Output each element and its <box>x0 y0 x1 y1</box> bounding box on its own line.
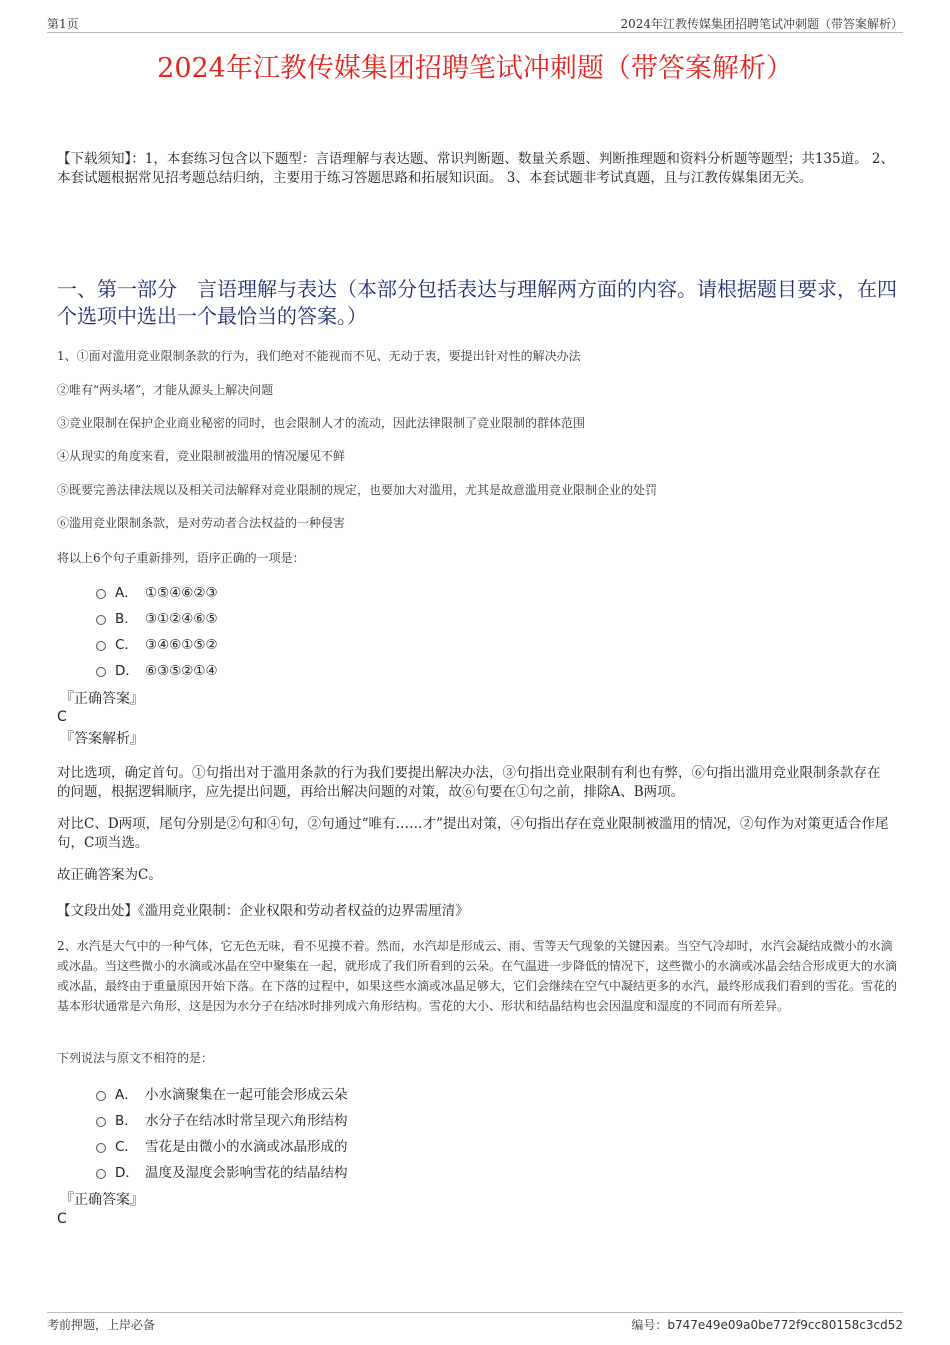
radio-icon[interactable] <box>96 1169 106 1179</box>
q1-prompt: 将以上6个句子重新排列，语序正确的一项是： <box>57 551 305 565</box>
option-text: 小水滴聚集在一起可能会形成云朵 <box>145 1087 348 1103</box>
section-heading: 一、第一部分 言语理解与表达（本部分包括表达与理解两方面的内容。请根据题目要求，在四个选项中选出一个最恰当的答案。） <box>57 277 897 328</box>
q2-option-c[interactable] <box>96 1138 348 1156</box>
option-letter: B． <box>115 611 138 627</box>
q1-option-d[interactable] <box>96 662 218 680</box>
radio-icon[interactable] <box>96 615 106 625</box>
q1-line-5: ⑤既要完善法律法规以及相关司法解释对竞业限制的规定，也要加大对滥用，尤其是故意滥用竞业限制企业的处罚 <box>57 483 658 497</box>
q2-option-a[interactable] <box>96 1086 348 1104</box>
q2-option-b[interactable] <box>96 1112 348 1130</box>
radio-icon[interactable] <box>96 641 106 651</box>
document-title: 2024年江教传媒集团招聘笔试冲刺题（带答案解析） <box>157 53 793 84</box>
radio-icon[interactable] <box>96 1117 106 1127</box>
q1-answer-label: 『正确答案』 <box>60 691 144 707</box>
q1-option-c[interactable] <box>96 636 218 654</box>
option-letter: D． <box>115 663 139 679</box>
page-header <box>47 14 903 33</box>
radio-icon[interactable] <box>96 1091 106 1101</box>
page-number: 第1页 <box>47 17 79 31</box>
q2-prompt: 下列说法与原文不相符的是： <box>57 1051 214 1065</box>
radio-icon[interactable] <box>96 1143 106 1153</box>
option-letter: B． <box>115 1113 138 1129</box>
header-doc-title: 2024年江教传媒集团招聘笔试冲刺题（带答案解析） <box>620 17 903 31</box>
q1-analysis-1: 对比选项，确定首句。①句指出对于滥用条款的行为我们要提出解决办法，③句指出竞业限制有利也有弊，⑥句指出滥用竞业限制条款存在的问题，根据逻辑顺序，应先提出问题，再给出解决问题的对策，故⑥句要在①句之前，排除A、B两项。 <box>57 765 881 800</box>
q2-answer-label: 『正确答案』 <box>60 1192 144 1208</box>
option-letter: C． <box>115 1139 138 1155</box>
q1-line-3: ③竞业限制在保护企业商业秘密的同时，也会限制人才的流动，因此法律限制了竞业限制的群体范围 <box>57 416 586 430</box>
option-letter: D． <box>115 1165 139 1181</box>
q2-option-d[interactable] <box>96 1164 348 1182</box>
page-footer <box>47 1312 903 1333</box>
q1-analysis-3: 故正确答案为C。 <box>57 867 162 883</box>
q2-answer: C <box>57 1211 67 1227</box>
footer-slogan: 考前押题，上岸必备 <box>47 1318 156 1332</box>
footer-doc-id: 编号：b747e49e09a0be772f9cc80158c3cd52 <box>631 1318 903 1332</box>
option-text: 水分子在结冰时常呈现六角形结构 <box>145 1113 348 1129</box>
download-notice: 【下载须知】：1，本套练习包含以下题型：言语理解与表达题、常识判断题、数量关系题、判断推理题和资料分析题等题型；共135道。 2、本套试题根据常见招考题总结归纳，主要用于练习答题思路和拓展知识面。 3、本套试题非考试真题，且与江教传媒集团无关。 <box>57 151 894 186</box>
q1-line-6: ⑥滥用竞业限制条款，是对劳动者合法权益的一种侵害 <box>57 516 346 530</box>
option-text: ⑥③⑤②①④ <box>145 663 218 679</box>
radio-icon[interactable] <box>96 589 106 599</box>
q1-line-2: ②唯有“两头堵”，才能从源头上解决问题 <box>57 383 274 397</box>
q1-option-a[interactable] <box>96 584 218 602</box>
q1-line-4: ④从现实的角度来看，竞业限制被滥用的情况屡见不鲜 <box>57 449 346 463</box>
option-text: ①⑤④⑥②③ <box>145 585 218 601</box>
option-letter: C． <box>115 637 138 653</box>
q1-answer: C <box>57 709 67 725</box>
radio-icon[interactable] <box>96 667 106 677</box>
q1-analysis-label: 『答案解析』 <box>60 731 144 747</box>
option-letter: A． <box>115 585 138 601</box>
q1-option-b[interactable] <box>96 610 218 628</box>
option-text: ③④⑥①⑤② <box>145 637 218 653</box>
q2-passage: 2、水汽是大气中的一种气体，它无色无味，看不见摸不着。然而，水汽却是形成云、雨、雪等天气现象的关键因素。当空气冷却时，水汽会凝结成微小的水滴或冰晶。当这些微小的水滴或冰晶在空中聚集在一起，就形成了我们所看到的云朵。在气温进一步降低的情况下，这些微小的水滴或冰晶会结合形成更大的水滴或冰晶，最终由于重量原因开始下落。在下落的过程中，如果这些水滴或冰晶足够大，它们会继续在空气中凝结更多的水汽，最终形成我们看到的雪花。雪花的基本形状通常是六角形，这是因为水分子在结冰时排列成六角形结构。雪花的大小、形状和结晶结构也会因温度和湿度的不同而有所差异。 <box>57 939 898 1013</box>
option-text: 温度及湿度会影响雪花的结晶结构 <box>145 1165 348 1181</box>
q1-line-1: 1、①面对滥用竞业限制条款的行为，我们绝对不能视而不见、无动于衷，要提出针对性的解决办法 <box>57 349 581 363</box>
option-text: 雪花是由微小的水滴或冰晶形成的 <box>145 1139 348 1155</box>
option-text: ③①②④⑥⑤ <box>145 611 218 627</box>
option-letter: A． <box>115 1087 138 1103</box>
q1-source: 【文段出处】《滥用竞业限制：企业权限和劳动者权益的边界需厘清》 <box>57 903 469 919</box>
q1-analysis-2: 对比C、D两项，尾句分别是②句和④句，②句通过“唯有……才”提出对策，④句指出存在竞业限制被滥用的情况，②句作为对策更适合作尾句，C项当选。 <box>57 816 889 851</box>
